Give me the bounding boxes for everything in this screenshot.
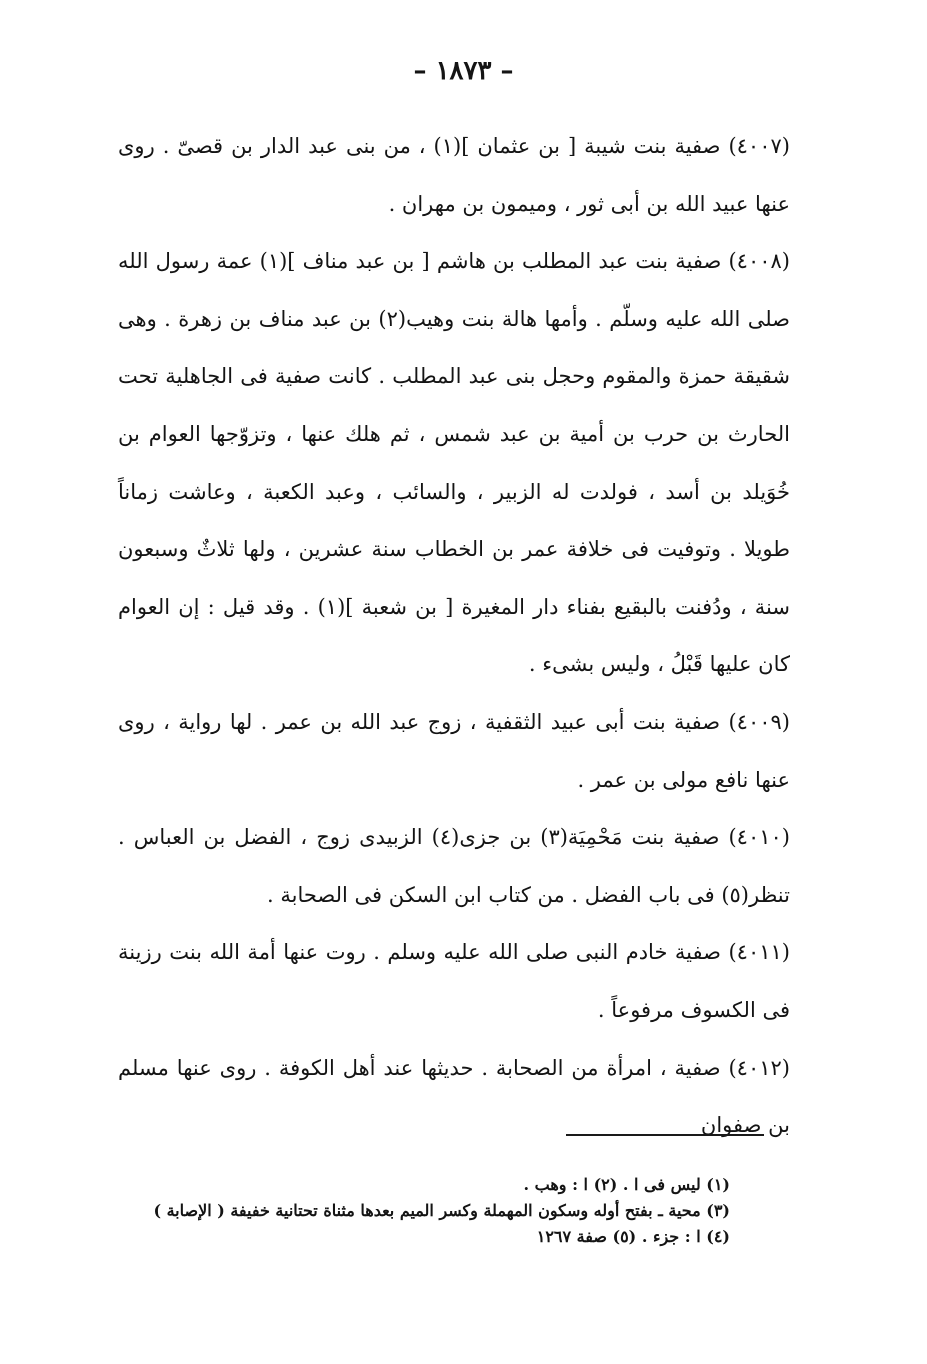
- page-number: – ١٨٧٣ –: [413, 56, 514, 86]
- entry-4007: (٤٠٠٧) صفية بنت شيبة [ بن عثمان ](١) ، من بنى عبد الدار بن قصىّ . روى عنها عبيد الله بن أبى ثور ، وميمون بن مهران .: [118, 134, 790, 216]
- entry-4008: (٤٠٠٨) صفية بنت عبد المطلب بن هاشم [ بن عبد مناف ](١) عمة رسول الله صلى الله عليه وسلّم . وأمها هالة بنت وهيب(٢) بن عبد مناف بن زهرة . وهى شقيقة حمزة والمقوم وحجل بنى عبد المطلب . كانت صفية فى الجاهلية تحت الحارث بن حرب بن أمية بن عبد شمس ، ثم هلك عنها ، وتزوّجها العوام بن خُوَيلد بن أسد ، فولدت له الزبير ، والسائب ، وعبد الكعبة ، وعاشت زماناً طويلا . وتوفيت فى خلافة عمر بن الخطاب سنة عشرين ، ولها ثلاثٌ وسبعون سنة ، ودُفنت بالبقيع بفناء دار المغيرة [ بن شعبة ](١) . وقد قيل : إن العوام كان عليها قَبْلُ ، وليس بشىء .: [118, 249, 790, 677]
- entry-4011: (٤٠١١) صفية خادم النبى صلى الله عليه وسلم . روت عنها أمة الله بنت رزينة فى الكسوف مرفوعاً .: [118, 940, 790, 1022]
- entry-4012: (٤٠١٢) صفية ، امرأة من الصحابة . حديثها عند أهل الكوفة . روى عنها مسلم بن صفوان: [118, 1055, 790, 1138]
- footnote-line: (١) ليس فى ا . (٢) ا : وهب .: [523, 1175, 730, 1194]
- footnote-divider: [566, 1134, 764, 1136]
- footnote-line: (٤) ا : جزء . (٥) صفة ١٢٦٧: [536, 1227, 730, 1246]
- entry-4009: (٤٠٠٩) صفية بنت أبى عبيد الثقفية ، زوج عبد الله بن عمر . لها رواية ، روى عنها نافع مولى بن عمر .: [118, 709, 790, 792]
- entry-4010: (٤٠١٠) صفية بنت مَحْمِيَة(٣) بن جزى(٤) الزبيدى زوج ، الفضل بن العباس . تنظر(٥) فى باب الفضل . من كتاب ابن السكن فى الصحابة .: [118, 825, 790, 907]
- footnotes: [118, 1172, 730, 1250]
- footnote-line: (٣) محية ـ بفتح أوله وسكون المهملة وكسر الميم بعدها مثناة تحتانية خفيفة ( الإصابة ): [153, 1201, 730, 1220]
- body-text: [118, 118, 790, 1155]
